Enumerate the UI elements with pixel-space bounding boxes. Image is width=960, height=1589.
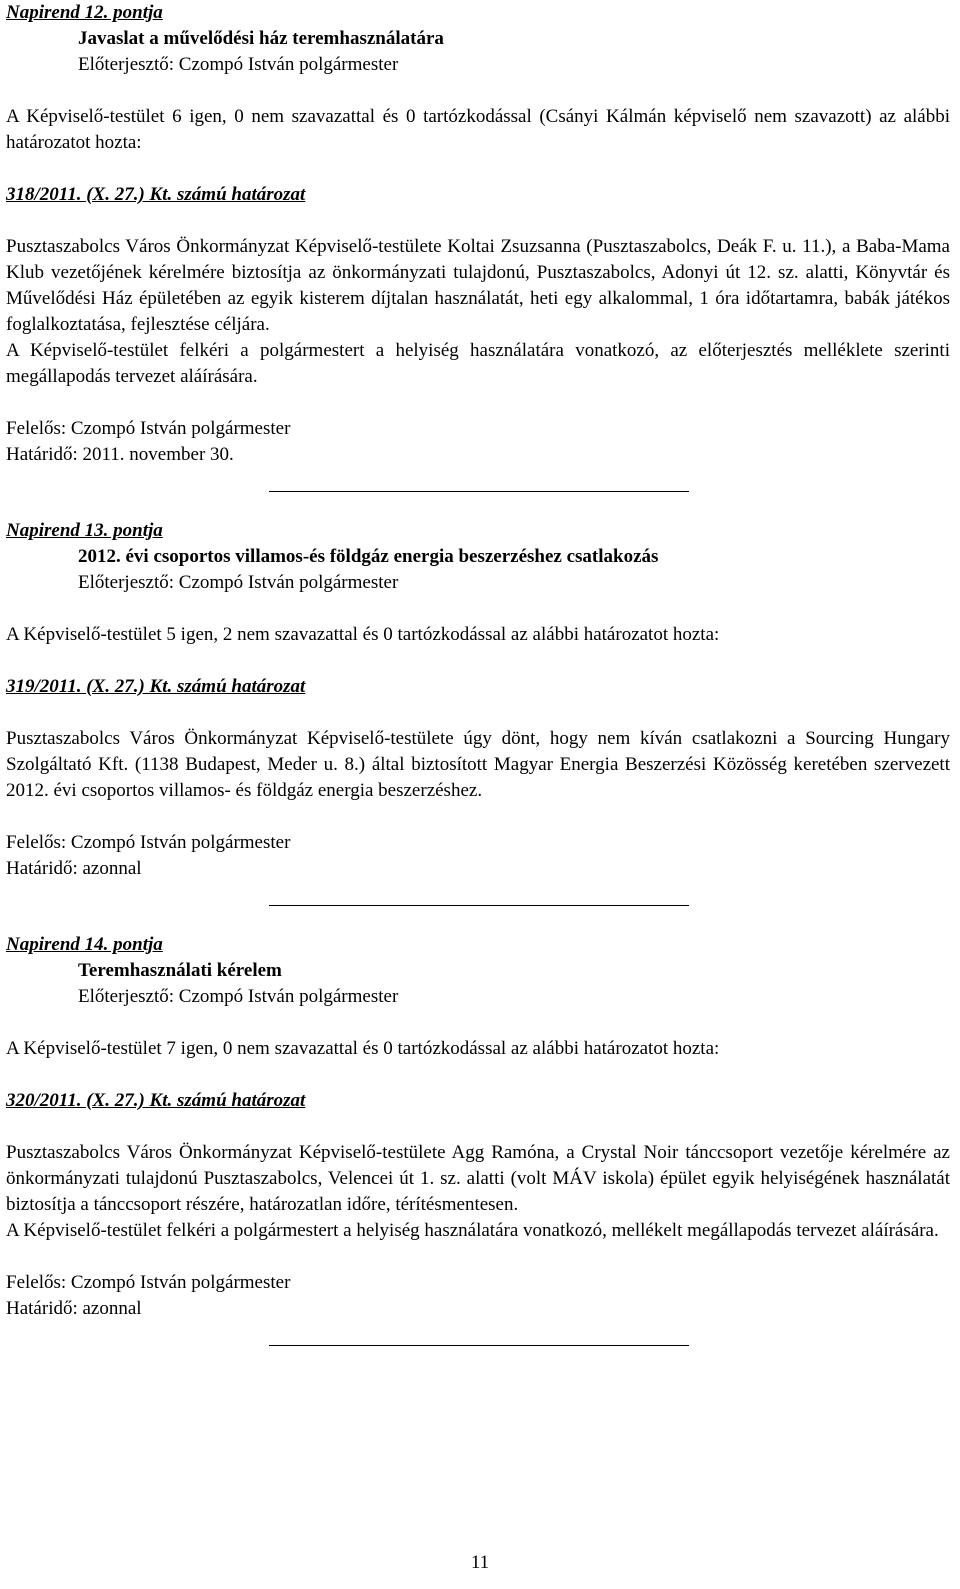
resolution-number: 318/2011. (X. 27.) Kt. számú határozat xyxy=(6,184,306,205)
agenda-item-12 xyxy=(6,0,950,492)
resolution-text-2: A Képviselő-testület felkéri a polgármestert a helyiség használatára vonatkozó, az előterjesztés melléklete szerinti megállapodás tervezet aláírására. xyxy=(6,340,950,387)
section-divider xyxy=(269,1345,689,1346)
vote-statement: A Képviselő-testület 5 igen, 2 nem szavazattal és 0 tartózkodással az alábbi határozatot hozta: xyxy=(6,624,720,645)
agenda-heading: Napirend 14. pontja xyxy=(6,934,163,955)
agenda-subject: 2012. évi csoportos villamos-és földgáz energia beszerzéshez csatlakozás xyxy=(78,546,659,567)
section-divider xyxy=(269,905,689,906)
resolution-number: 319/2011. (X. 27.) Kt. számú határozat xyxy=(6,676,306,697)
resolution-number: 320/2011. (X. 27.) Kt. számú határozat xyxy=(6,1090,306,1111)
agenda-presenter: Előterjesztő: Czompó István polgármester xyxy=(78,572,399,593)
resolution-text-2: A Képviselő-testület felkéri a polgármestert a helyiség használatára vonatkozó, mellékelt megállapodás tervezet aláírására. xyxy=(6,1220,939,1241)
agenda-presenter: Előterjesztő: Czompó István polgármester xyxy=(78,986,399,1007)
agenda-heading: Napirend 12. pontja xyxy=(6,2,163,23)
responsible-person: Felelős: Czompó István polgármester xyxy=(6,418,291,439)
page-number: 11 xyxy=(470,1552,490,1573)
deadline: Határidő: azonnal xyxy=(6,1298,142,1319)
vote-statement: A Képviselő-testület 7 igen, 0 nem szavazattal és 0 tartózkodással az alábbi határozatot hozta: xyxy=(6,1038,720,1059)
agenda-heading: Napirend 13. pontja xyxy=(6,520,163,541)
deadline: Határidő: 2011. november 30. xyxy=(6,444,234,465)
agenda-presenter: Előterjesztő: Czompó István polgármester xyxy=(78,54,399,75)
resolution-text: Pusztaszabolcs Város Önkormányzat Képviselő-testülete Agg Ramóna, a Crystal Noir tánccsoport vezetője kérelmére az önkormányzati tulajdonú Pusztaszabolcs, Velencei út 1. sz. alatti (volt MÁV iskola) épület egyik helyiségének használatát biztosítja a tánccsoport részére, határozatlan időre, térítésmentesen. xyxy=(6,1142,950,1215)
vote-statement: A Képviselő-testület 6 igen, 0 nem szavazattal és 0 tartózkodással (Csányi Kálmán képviselő nem szavazott) az alábbi határozatot hozta: xyxy=(6,106,950,153)
agenda-item-13 xyxy=(6,518,950,906)
section-divider xyxy=(269,491,689,492)
responsible-person: Felelős: Czompó István polgármester xyxy=(6,832,291,853)
resolution-text: Pusztaszabolcs Város Önkormányzat Képviselő-testülete Koltai Zsuzsanna (Pusztaszabolcs, Deák F. u. 11.), a Baba-Mama Klub vezetőjének kérelmére biztosítja az önkormányzati tulajdonú, Pusztaszabolcs, Adonyi út 12. sz. alatti, Könyvtár és Művelődési Ház épületében az egyik kisterem díjtalan használatát, heti egy alkalommal, 1 óra időtartamra, babák játékos foglalkoztatása, fejlesztése céljára. xyxy=(6,236,950,335)
agenda-subject: Teremhasználati kérelem xyxy=(78,960,282,981)
agenda-subject: Javaslat a művelődési ház teremhasználatára xyxy=(78,28,444,49)
deadline: Határidő: azonnal xyxy=(6,858,142,879)
responsible-person: Felelős: Czompó István polgármester xyxy=(6,1272,291,1293)
resolution-text: Pusztaszabolcs Város Önkormányzat Képviselő-testülete úgy dönt, hogy nem kíván csatlakozni a Sourcing Hungary Szolgáltató Kft. (1138 Budapest, Meder u. 8.) által biztosított Magyar Energia Beszerzési Közösség keretében szervezett 2012. évi csoportos villamos- és földgáz energia beszerzéshez. xyxy=(6,728,950,801)
agenda-item-14 xyxy=(6,932,950,1346)
